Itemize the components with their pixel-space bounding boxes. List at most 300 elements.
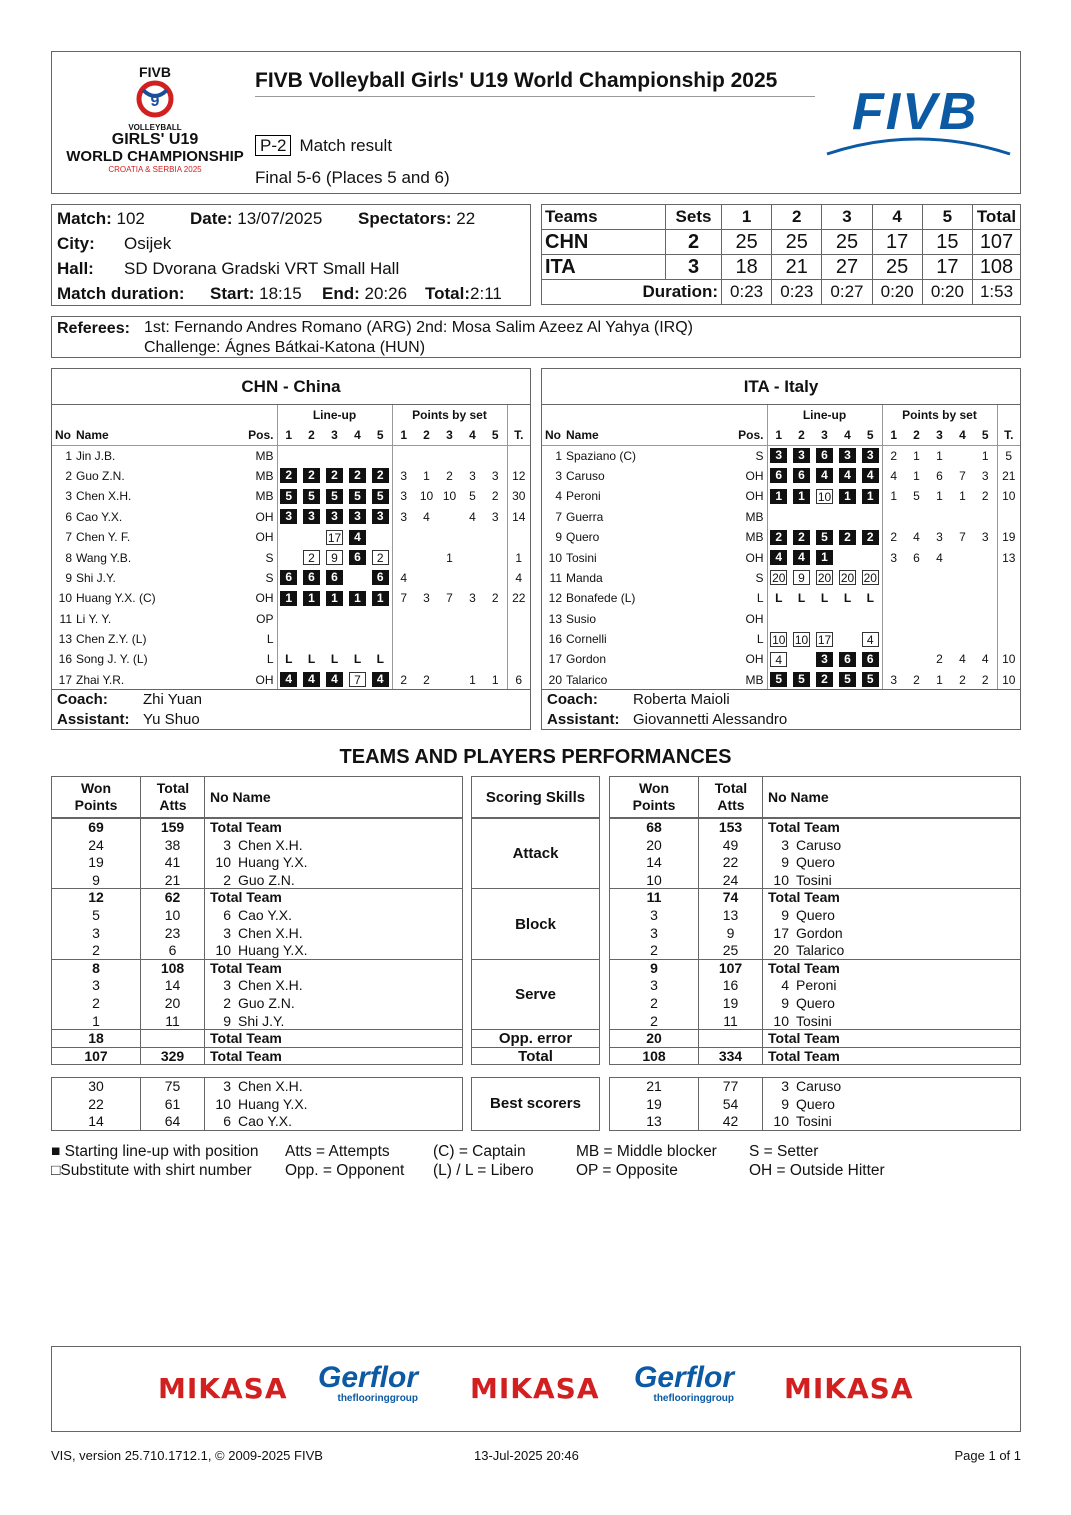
set-points — [484, 547, 507, 567]
total-attempts: 108 — [160, 959, 185, 976]
perf-group — [609, 888, 1021, 959]
player-number: 9 — [781, 906, 789, 923]
player-name: Guerra — [566, 509, 604, 524]
set-points — [461, 609, 484, 629]
lineup-starting-position: 4 — [303, 672, 320, 687]
total-attempts: 20 — [164, 994, 181, 1011]
set-points: 4 — [392, 568, 415, 588]
col-total: T. — [507, 425, 530, 445]
lineup-starting-position: 4 — [326, 672, 343, 687]
total-attempts: 9 — [726, 924, 735, 941]
player-total-points: 22 — [507, 588, 530, 608]
lineup-libero: L — [353, 651, 362, 666]
col-points-set-1: 1 — [882, 425, 905, 445]
player-name: Tosini — [566, 550, 597, 565]
player-row — [52, 609, 530, 629]
match-phase: Final 5-6 (Places 5 and 6) — [255, 168, 450, 187]
player-total-points: 4 — [507, 568, 530, 588]
player-name: Chen Z.Y. (L) — [76, 632, 147, 647]
lineup-starting-position: 4 — [816, 468, 833, 483]
set-points — [951, 629, 974, 649]
gerflor-wordmark: Gerflor — [318, 1361, 419, 1394]
set-points — [392, 649, 415, 669]
player-number: 6 — [223, 1113, 231, 1130]
label-duration: Match duration: — [57, 284, 185, 303]
total-attempts: 49 — [722, 836, 739, 853]
col-lineup-set-3: 3 — [813, 425, 836, 445]
lineup-starting-position: 3 — [326, 509, 343, 524]
col-points-set-2: 2 — [905, 425, 928, 445]
score-header-4: 3 — [822, 205, 872, 230]
perf-group — [51, 818, 463, 889]
coach-block — [542, 689, 1020, 730]
won-points: 3 — [92, 924, 100, 941]
set-points — [882, 649, 905, 669]
player-name: Spaziano (C) — [566, 448, 637, 463]
set-points: 3 — [491, 468, 499, 483]
lineup-starting-position: 1 — [326, 591, 343, 606]
perf-header — [609, 776, 1021, 818]
won-points: 2 — [650, 942, 658, 959]
won-points: 22 — [88, 1095, 104, 1112]
set-points — [882, 568, 905, 588]
skill-serve: Serve — [471, 959, 600, 1030]
won-points: 11 — [646, 889, 662, 906]
player-number: 10 — [773, 871, 789, 888]
set-points: 3 — [981, 468, 989, 483]
lineup-starting-position: 3 — [280, 509, 297, 524]
player-row — [542, 547, 1020, 567]
perf-group — [51, 888, 463, 959]
total-attempts: 42 — [722, 1113, 739, 1130]
perf-group — [51, 959, 463, 1030]
lineup-starting-position: 3 — [303, 509, 320, 524]
set-points — [438, 507, 461, 527]
set-points — [438, 670, 461, 690]
match-city: Osijek — [124, 234, 172, 253]
set-points: 2 — [981, 489, 989, 504]
player-number: 3 — [223, 1078, 231, 1094]
player-position: MB — [745, 530, 764, 545]
player-row — [52, 486, 530, 506]
set-score-table — [541, 204, 1021, 306]
lineup-starting-position: 1 — [839, 489, 856, 504]
lineup-starting-position: 2 — [303, 468, 320, 483]
total-attempts: 64 — [164, 1113, 181, 1130]
mikasa-logo: MIKASA — [158, 1372, 288, 1405]
player-number: 9 — [65, 570, 72, 585]
label-end: End: — [322, 284, 360, 303]
total-attempts: 61 — [164, 1095, 181, 1112]
col-lineup-set-2: 2 — [790, 425, 813, 445]
player-number: 10 — [773, 1113, 789, 1130]
set-points: 1 — [981, 448, 989, 463]
player-position: OH — [255, 509, 274, 524]
legend-item: (C) = Captain — [433, 1143, 526, 1160]
player-row — [52, 649, 530, 669]
player-total-points — [997, 629, 1020, 649]
footer-page-number: Page 1 of 1 — [954, 1448, 1021, 1463]
player-row — [542, 466, 1020, 486]
player-number: 1 — [65, 448, 72, 463]
player-number: 9 — [781, 994, 789, 1011]
team-code: ITA — [542, 255, 666, 280]
player-name: Tosini — [796, 1012, 832, 1029]
won-points: 8 — [92, 959, 100, 976]
perf-group — [609, 959, 1021, 1030]
set-duration-2: 0:23 — [772, 280, 822, 305]
lineup-libero: L — [866, 590, 874, 605]
won-points: 2 — [92, 942, 100, 959]
player-position: MB — [745, 672, 764, 687]
player-number: 1 — [555, 448, 562, 463]
lineup-starting-position: 5 — [349, 489, 366, 504]
set-points: 3 — [392, 486, 415, 506]
player-position: MB — [255, 448, 274, 463]
won-points: 9 — [650, 959, 658, 976]
perf-header — [51, 776, 463, 818]
lineup-starting-position: 4 — [862, 468, 879, 483]
set-points — [928, 588, 951, 608]
player-name: Talarico — [566, 672, 608, 687]
lineup-starting-position: 2 — [280, 468, 297, 483]
lineup-starting-position: 6 — [372, 570, 389, 585]
lineup-substitute: 4 — [770, 652, 787, 667]
player-name: Susio — [566, 611, 597, 626]
gerflor-wordmark: Gerflor — [634, 1361, 735, 1394]
player-name: Cao Y.X. — [238, 1113, 292, 1130]
set-points — [951, 609, 974, 629]
player-number: 17 — [58, 672, 72, 687]
lineup-libero: L — [843, 590, 852, 605]
col-no: No — [52, 425, 72, 445]
lineup-libero: L — [376, 651, 384, 666]
set-points: 1 — [469, 672, 476, 687]
set-points: 7 — [959, 530, 966, 545]
player-total-points: 10 — [997, 670, 1020, 690]
lineup-starting-position: 5 — [862, 672, 879, 687]
set-duration-4: 0:20 — [872, 280, 922, 305]
total-attempts: 75 — [164, 1078, 181, 1094]
player-number: 7 — [555, 509, 562, 524]
player-total-points — [507, 609, 530, 629]
player-name: Chen X.H. — [238, 836, 303, 853]
player-name: Quero — [796, 1095, 835, 1112]
lineup-starting-position: 4 — [839, 468, 856, 483]
total-points: 108 — [973, 255, 1021, 280]
player-row — [542, 507, 1020, 527]
total-attempts: 23 — [164, 924, 181, 941]
legend-item: Atts = Attempts — [285, 1143, 390, 1160]
lineup-libero: L — [820, 590, 829, 605]
total-attempts: 19 — [722, 994, 739, 1011]
report-header — [51, 51, 1021, 194]
player-position: S — [265, 550, 274, 565]
label-hall: Hall: — [57, 259, 94, 278]
lineup-starting-position: 1 — [770, 489, 787, 504]
won-points: 68 — [646, 819, 662, 835]
set-points — [974, 588, 997, 608]
lineup-starting-position: 6 — [349, 550, 366, 565]
player-number: 3 — [781, 836, 789, 853]
player-total-points — [507, 629, 530, 649]
player-number: 10 — [773, 1012, 789, 1029]
player-name: Gordon — [796, 924, 843, 941]
set-points: 10 — [442, 489, 457, 504]
label-match: Match: — [57, 209, 112, 228]
set-points: 6 — [913, 550, 920, 565]
set-points — [392, 527, 415, 547]
col-pos: Pos. — [737, 425, 767, 445]
player-row — [542, 670, 1020, 690]
won-points: 14 — [646, 854, 662, 871]
lineup-starting-position: 4 — [770, 550, 787, 565]
player-row — [542, 527, 1020, 547]
player-name: Quero — [796, 906, 835, 923]
label-assistant: Assistant: — [547, 711, 620, 728]
lineup-starting-position: 1 — [280, 591, 297, 606]
logo-line3: WORLD CHAMPIONSHIP — [66, 148, 244, 165]
roster-table — [52, 405, 530, 690]
legend-item: OH = Outside Hitter — [749, 1162, 885, 1179]
set-points — [392, 547, 415, 567]
player-name: Guo Z.N. — [238, 871, 295, 888]
set-points — [415, 547, 438, 567]
set-points — [905, 609, 928, 629]
won-points: 3 — [650, 906, 658, 923]
player-name: Wang Y.B. — [76, 550, 132, 565]
volleyball-icon — [135, 80, 175, 118]
score-header-3: 2 — [772, 205, 822, 230]
score-header-2: 1 — [722, 205, 772, 230]
player-total-points: 5 — [997, 445, 1020, 465]
set-points: 2 — [491, 591, 499, 606]
page-title: FIVB Volleyball Girls' U19 World Championship 2025 — [255, 68, 815, 97]
lineup-starting-position: 1 — [303, 591, 320, 606]
logo-line4: CROATIA & SERBIA 2025 — [108, 165, 202, 174]
perf-group — [609, 1047, 1021, 1066]
set-points: 3 — [392, 507, 415, 527]
total-attempts: 10 — [164, 906, 181, 923]
player-row — [52, 507, 530, 527]
won-points: 2 — [650, 994, 658, 1011]
player-total-points: 6 — [507, 670, 530, 690]
player-number: 6 — [223, 906, 231, 923]
col-points-set-5: 5 — [974, 425, 997, 445]
player-total-points — [997, 568, 1020, 588]
set-points: 1 — [882, 486, 905, 506]
total-attempts: 41 — [164, 854, 181, 871]
player-row — [52, 629, 530, 649]
player-name: Tosini — [796, 871, 832, 888]
set-points — [974, 547, 997, 567]
player-position: OH — [745, 550, 764, 565]
player-name: Tosini — [796, 1113, 832, 1130]
legend-item: ■ Starting line-up with position — [51, 1143, 259, 1160]
set-points — [951, 568, 974, 588]
label-referees: Referees: — [57, 320, 130, 337]
player-number: 3 — [781, 1078, 789, 1094]
player-number: 3 — [223, 924, 231, 941]
player-total-points: 10 — [997, 486, 1020, 506]
col-points-set-2: 2 — [415, 425, 438, 445]
won-points: 9 — [92, 871, 100, 888]
set-points — [882, 588, 905, 608]
assistant-name: Giovannetti Alessandro — [633, 711, 788, 728]
legend-item: MB = Middle blocker — [576, 1143, 717, 1160]
document-type — [255, 136, 392, 156]
perf-group — [609, 818, 1021, 889]
set-points — [415, 445, 438, 465]
set-points: 3 — [423, 591, 430, 606]
lineup-starting-position: 5 — [280, 489, 297, 504]
player-number: 3 — [223, 977, 231, 994]
label-coach: Coach: — [57, 691, 108, 708]
col-total: T. — [997, 425, 1020, 445]
perf-group — [609, 1077, 1021, 1131]
lineup-starting-position: 2 — [326, 468, 343, 483]
gerflor-logo — [318, 1363, 418, 1405]
lineup-starting-position: 5 — [303, 489, 320, 504]
total-attempts: 14 — [164, 977, 181, 994]
player-position: MB — [745, 509, 764, 524]
lineup-header: Line-up — [277, 405, 392, 425]
set-points — [974, 568, 997, 588]
perf-group — [51, 1047, 463, 1066]
set-points: 1 — [491, 672, 499, 687]
total-attempts: 25 — [722, 942, 739, 959]
player-number: 10 — [215, 942, 231, 959]
svg-text:9: 9 — [150, 93, 160, 110]
player-total-points: 12 — [507, 466, 530, 486]
lineup-starting-position: 4 — [280, 672, 297, 687]
set-points — [484, 609, 507, 629]
player-name: Total Team — [210, 1047, 282, 1064]
lineup-substitute: 9 — [793, 570, 810, 585]
referees-line2: Challenge: Ágnes Bátkai-Katona (HUN) — [144, 339, 426, 356]
won-points: 14 — [88, 1113, 104, 1130]
referees-panel — [51, 316, 1021, 358]
total-attempts: 38 — [164, 836, 181, 853]
player-total-points — [997, 507, 1020, 527]
total-attempts: 159 — [160, 819, 185, 835]
player-number: 9 — [781, 854, 789, 871]
set-points-4: 25 — [872, 255, 922, 280]
set-points — [415, 609, 438, 629]
set-points-3: 25 — [822, 230, 872, 255]
set-points — [461, 649, 484, 669]
gerflor-tagline: theflooringgroup — [653, 1393, 735, 1404]
player-name: Bonafede (L) — [566, 591, 636, 606]
col-lineup-set-2: 2 — [300, 425, 323, 445]
player-position: L — [266, 652, 274, 667]
player-row — [52, 466, 530, 486]
player-row — [542, 649, 1020, 669]
lineup-starting-position: 3 — [349, 509, 366, 524]
label-assistant: Assistant: — [57, 711, 130, 728]
set-points: 2 — [981, 672, 989, 687]
won-points: 24 — [88, 836, 104, 853]
player-name: Caruso — [796, 836, 842, 853]
player-total-points: 19 — [997, 527, 1020, 547]
team-ita-roster — [541, 368, 1021, 730]
set-points — [415, 568, 438, 588]
player-position: MB — [255, 468, 274, 483]
set-points — [438, 629, 461, 649]
coach-name: Roberta Maioli — [633, 691, 730, 708]
player-name: Manda — [566, 570, 603, 585]
total-attempts: 334 — [718, 1047, 743, 1064]
set-points: 2 — [913, 672, 920, 687]
set-points-3: 27 — [822, 255, 872, 280]
player-name: Total Team — [768, 1030, 840, 1047]
set-points: 3 — [491, 509, 499, 524]
lineup-substitute: 10 — [794, 632, 809, 647]
won-points: 3 — [650, 924, 658, 941]
won-points: 19 — [646, 1095, 662, 1112]
total-attempts: 16 — [722, 977, 739, 994]
lineup-starting-position: 4 — [372, 672, 389, 687]
lineup-libero: L — [330, 651, 339, 666]
col-lineup-set-1: 1 — [767, 425, 790, 445]
doc-name: Match result — [299, 136, 393, 155]
set-points: 4 — [469, 509, 476, 524]
set-duration-row — [542, 280, 1021, 305]
score-header-5: 4 — [872, 205, 922, 230]
match-date: 13/07/2025 — [237, 209, 323, 228]
player-row — [52, 445, 530, 465]
player-number: 17 — [773, 924, 789, 941]
player-name: Chen X.H. — [238, 924, 303, 941]
set-points — [415, 629, 438, 649]
set-points — [438, 649, 461, 669]
lineup-starting-position: 6 — [839, 652, 856, 667]
set-points: 6 — [936, 468, 943, 483]
set-points-2: 21 — [772, 255, 822, 280]
col-no: No — [542, 425, 562, 445]
lineup-substitute: 17 — [817, 632, 832, 647]
player-name: Total Team — [210, 889, 282, 906]
total-attempts: 329 — [160, 1047, 185, 1064]
fivb-swoosh-icon — [822, 82, 1017, 162]
player-name: Guo Z.N. — [238, 994, 295, 1011]
spectators-count: 22 — [456, 209, 476, 228]
set-points — [438, 527, 461, 547]
lineup-substitute: 10 — [817, 489, 832, 504]
match-end: 20:26 — [364, 284, 408, 303]
set-points — [461, 629, 484, 649]
player-name: Peroni — [566, 489, 601, 504]
player-name: Chen Y. F. — [76, 530, 131, 545]
player-name: Song J. Y. (L) — [76, 652, 148, 667]
lineup-starting-position: 2 — [770, 530, 787, 545]
player-position: MB — [255, 489, 274, 504]
set-points: 4 — [882, 466, 905, 486]
set-points — [461, 445, 484, 465]
player-position: OH — [745, 611, 764, 626]
lineup-substitute: 7 — [349, 672, 366, 687]
player-name: Li Y. Y. — [76, 611, 112, 626]
player-total-points: 10 — [997, 649, 1020, 669]
set-points — [974, 629, 997, 649]
col-points-set-3: 3 — [438, 425, 461, 445]
set-points-2: 25 — [772, 230, 822, 255]
total-attempts: 22 — [722, 854, 739, 871]
total-attempts: 6 — [168, 942, 177, 959]
set-points: 3 — [469, 591, 476, 606]
set-points — [415, 527, 438, 547]
total-points: 107 — [973, 230, 1021, 255]
